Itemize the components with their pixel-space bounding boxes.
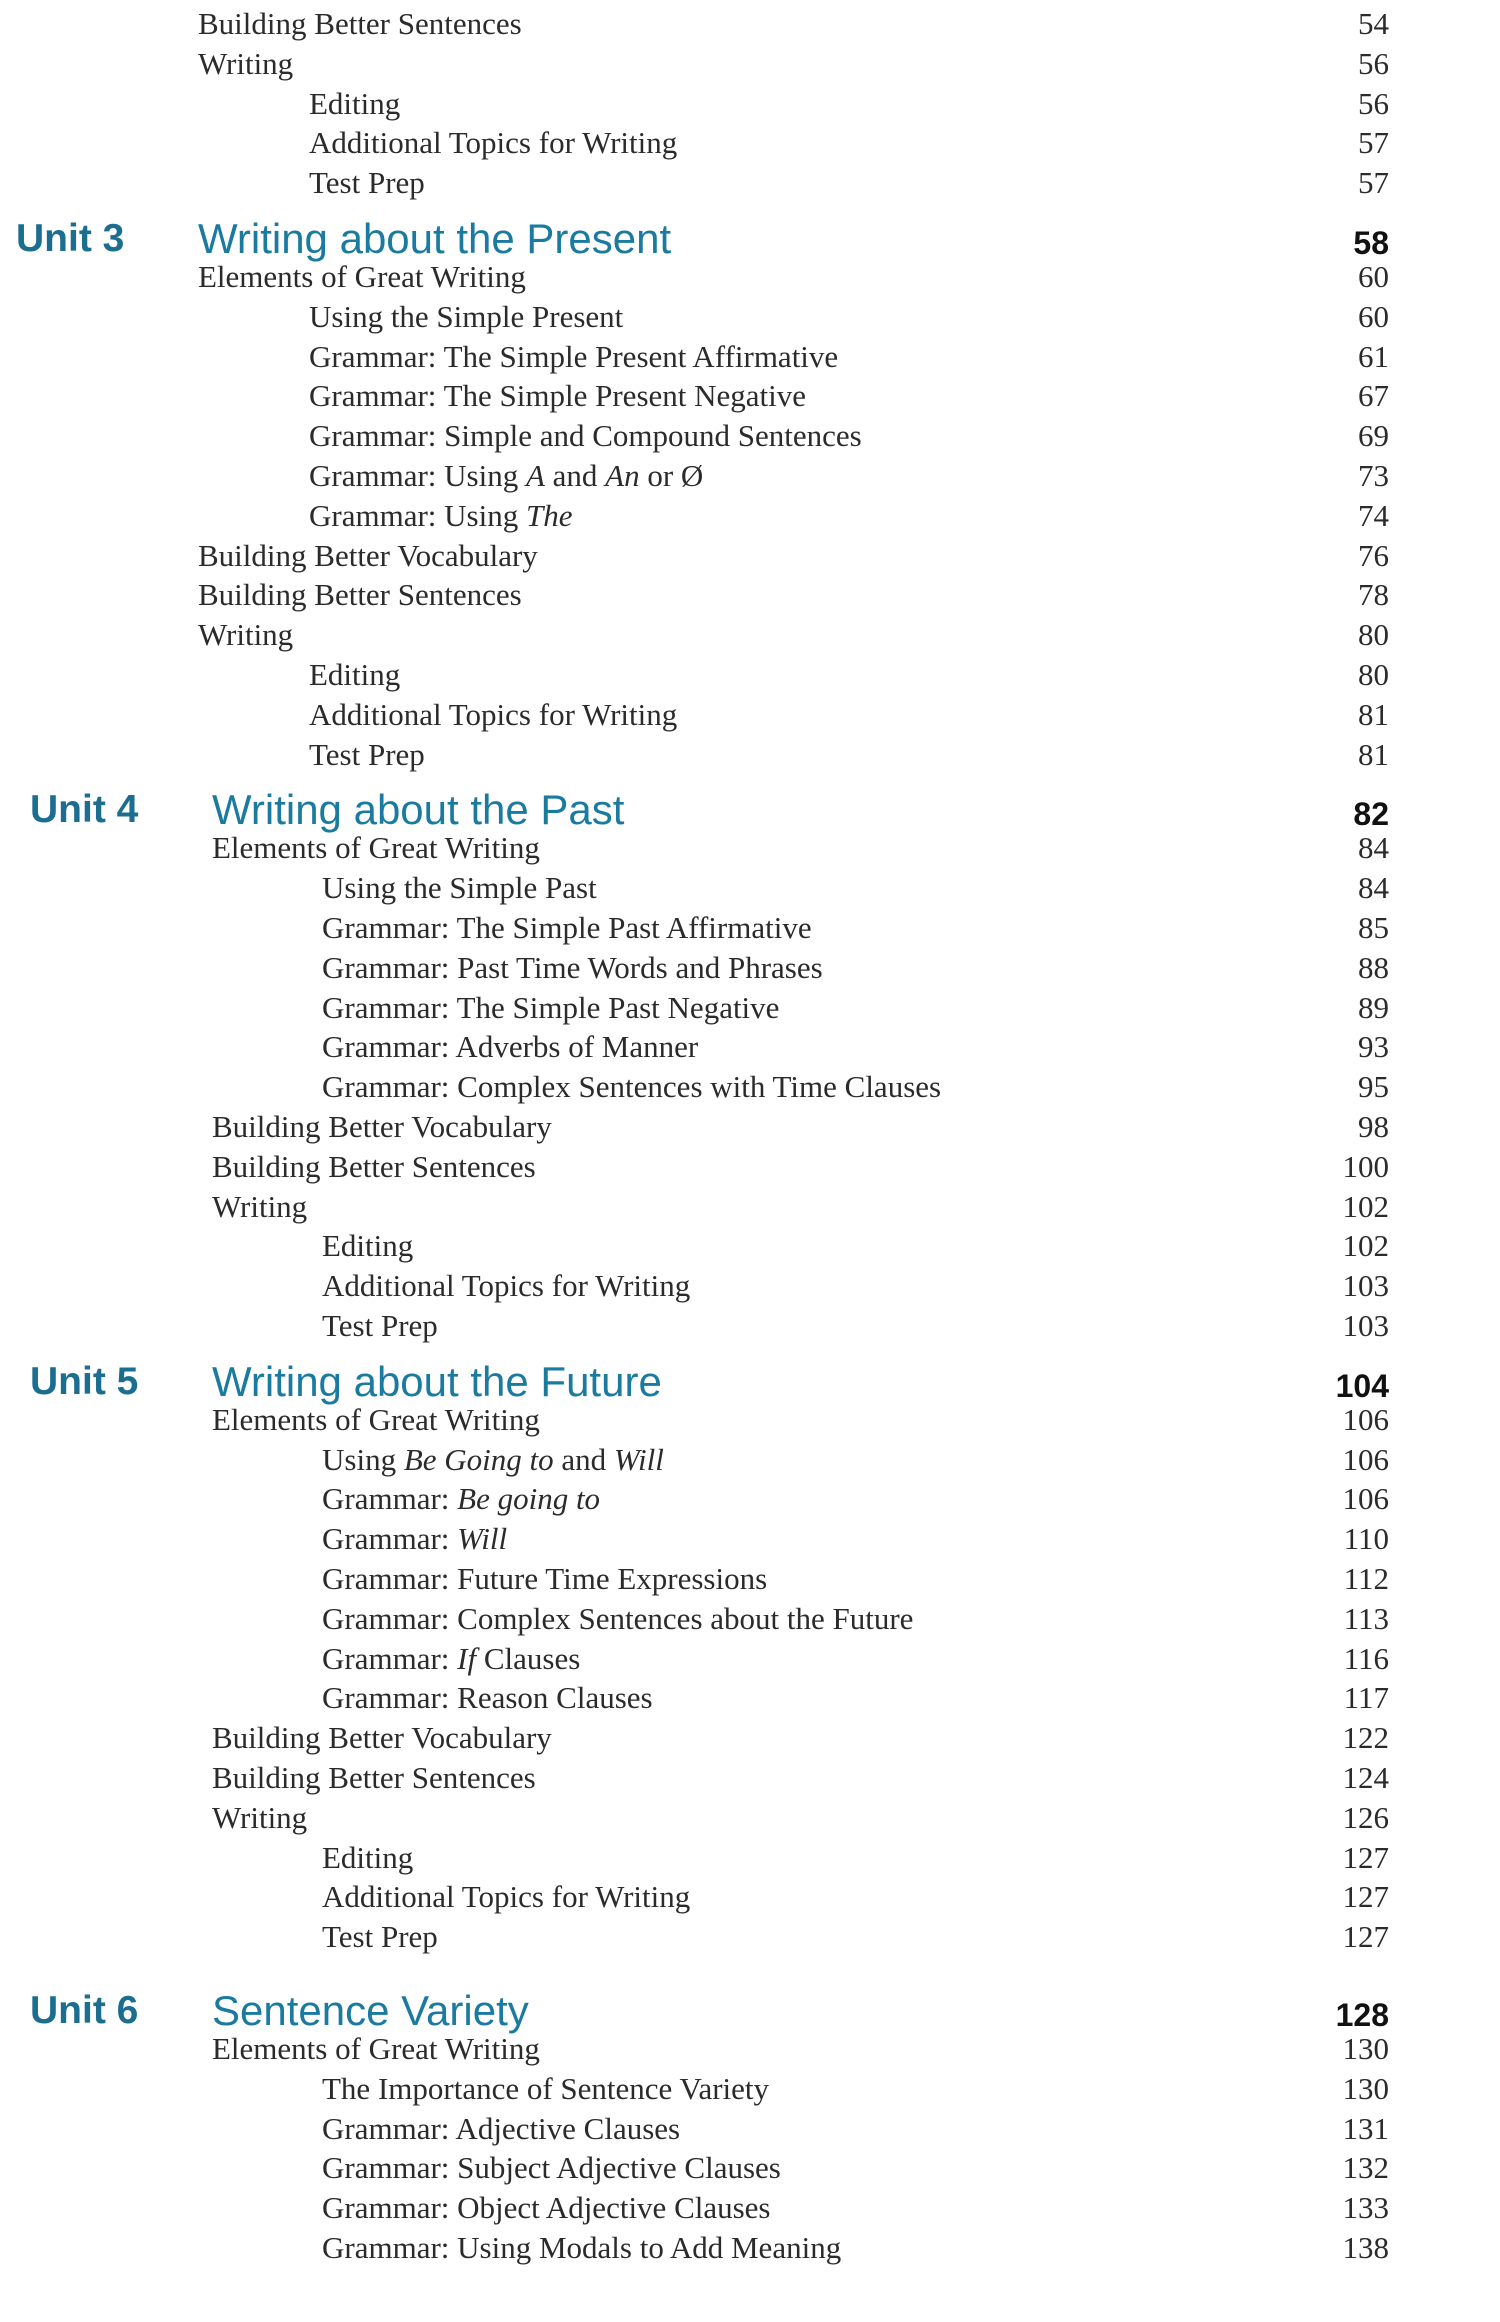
section-title[interactable]: Building Better Vocabulary (212, 1109, 552, 1144)
page-number: 122 (1342, 1720, 1389, 1756)
toc-entry (0, 1107, 1500, 1147)
page-number: 88 (1358, 949, 1389, 985)
unit-number: Unit 4 (30, 788, 139, 832)
section-title[interactable]: Writing (198, 45, 294, 81)
subsection-title[interactable]: Grammar: Subject Adjective Clauses (322, 2150, 781, 2186)
page-number: 127 (1342, 1839, 1389, 1875)
toc-entry (0, 948, 1500, 988)
toc-entry (0, 1678, 1500, 1718)
page-number: 67 (1358, 378, 1389, 414)
section-title[interactable]: Building Better Sentences (212, 1760, 536, 1795)
toc-entry (0, 1639, 1500, 1679)
subsection-title[interactable]: Grammar: Simple and Compound Sentences (309, 418, 862, 454)
page-number: 58 (1353, 225, 1389, 261)
page-number: 69 (1358, 418, 1389, 454)
page-number: 127 (1342, 1919, 1389, 1955)
page-number: 128 (1335, 1997, 1389, 2033)
subsection-title[interactable]: Test Prep (322, 1308, 438, 1343)
subsection-title[interactable]: Using Be Going to and Will (322, 1441, 664, 1477)
toc-entry (0, 44, 1500, 84)
toc-entry (0, 2188, 1500, 2228)
subsection-title[interactable]: Test Prep (322, 1919, 438, 1955)
subsection-title[interactable]: Additional Topics for Writing (322, 1879, 691, 1915)
subsection-title[interactable]: Editing (322, 1839, 414, 1875)
toc-entry (0, 735, 1500, 775)
page-number: 78 (1358, 577, 1389, 613)
subsection-title[interactable]: Grammar: The Simple Present Negative (309, 378, 807, 414)
subsection-title[interactable]: Additional Topics for Writing (309, 696, 678, 732)
section-title[interactable]: Building Better Vocabulary (212, 1720, 552, 1756)
subsection-title[interactable]: Editing (322, 1228, 414, 1264)
page-number: 106 (1342, 1401, 1389, 1437)
subsection-title[interactable]: Using the Simple Present (309, 298, 624, 334)
subsection-title[interactable]: Editing (309, 657, 401, 692)
toc-entry (0, 1147, 1500, 1187)
subsection-title[interactable]: Test Prep (309, 165, 425, 201)
toc-entry (0, 536, 1500, 576)
page-number: 132 (1342, 2150, 1389, 2186)
page-number: 102 (1342, 1228, 1389, 1264)
page-number: 84 (1358, 830, 1389, 866)
page-number: 117 (1343, 1680, 1389, 1716)
page-number: 112 (1343, 1561, 1389, 1596)
toc-entry (0, 163, 1500, 203)
unit-title[interactable]: Writing about the Past (212, 786, 625, 834)
subsection-title[interactable]: Grammar: Reason Clauses (322, 1680, 653, 1716)
subsection-title[interactable]: Grammar: Future Time Expressions (322, 1561, 768, 1596)
subsection-title[interactable]: Additional Topics for Writing (322, 1268, 691, 1304)
toc-entry (0, 655, 1500, 695)
toc-entry (0, 1718, 1500, 1758)
subsection-title[interactable]: Additional Topics for Writing (309, 125, 678, 161)
page-number: 110 (1343, 1521, 1389, 1557)
toc-entry (0, 575, 1500, 615)
page-number: 73 (1358, 458, 1389, 493)
subsection-title[interactable]: Grammar: Will (322, 1521, 508, 1557)
page-number: 56 (1358, 45, 1389, 81)
unit-number: Unit 6 (30, 1989, 139, 2032)
subsection-title[interactable]: Grammar: Past Time Words and Phrases (322, 949, 823, 985)
toc-entry (0, 1758, 1500, 1798)
toc-entry (0, 1400, 1500, 1440)
page-number: 57 (1358, 165, 1389, 201)
page-number: 82 (1353, 796, 1389, 833)
toc-entry (0, 416, 1500, 456)
toc-entry (0, 1798, 1500, 1838)
subsection-title[interactable]: Grammar: Using Modals to Add Meaning (322, 2230, 842, 2265)
page-number: 76 (1358, 537, 1389, 573)
subsection-title[interactable]: Grammar: Adverbs of Manner (322, 1029, 699, 1065)
page-number: 98 (1358, 1109, 1389, 1144)
page-number: 133 (1342, 2190, 1389, 2226)
toc-entry (0, 2148, 1500, 2188)
subsection-title[interactable]: Grammar: Object Adjective Clauses (322, 2190, 771, 2226)
section-title[interactable]: Elements of Great Writing (212, 2031, 540, 2066)
toc-entry (0, 1266, 1500, 1306)
toc-entry (0, 615, 1500, 655)
toc-entry (0, 257, 1500, 297)
subsection-title[interactable]: Test Prep (309, 736, 425, 772)
page-number: 56 (1358, 85, 1389, 121)
section-title[interactable]: Writing (198, 617, 294, 653)
subsection-title[interactable]: Grammar: The Simple Present Affirmative (309, 338, 839, 374)
section-title[interactable]: Elements of Great Writing (212, 1401, 540, 1437)
toc-entry (0, 2029, 1500, 2069)
toc-entry (0, 695, 1500, 735)
unit-title[interactable]: Sentence Variety (212, 1987, 529, 2034)
subsection-title[interactable]: Editing (309, 85, 401, 121)
subsection-title[interactable]: Grammar: Complex Sentences about the Future (322, 1600, 914, 1636)
section-title[interactable]: Building Better Vocabulary (198, 537, 538, 573)
toc-entry (0, 2109, 1500, 2149)
page-number: 102 (1342, 1188, 1389, 1224)
toc-entry (0, 1306, 1500, 1346)
page-number: 100 (1342, 1148, 1389, 1184)
toc-entry (0, 1226, 1500, 1266)
toc-entry (0, 1917, 1500, 1957)
toc-entry (0, 868, 1500, 908)
section-title[interactable]: Elements of Great Writing (212, 830, 540, 866)
page-number: 126 (1342, 1799, 1389, 1835)
toc-entry (0, 908, 1500, 948)
page-number: 81 (1358, 736, 1389, 772)
section-title[interactable]: Elements of Great Writing (198, 259, 526, 294)
toc-entry (0, 2228, 1500, 2268)
page-number: 124 (1342, 1760, 1389, 1795)
page-number: 116 (1343, 1640, 1389, 1676)
subsection-title[interactable]: Grammar: Be going to (322, 1481, 601, 1517)
page-number: 60 (1358, 259, 1389, 294)
page-number: 74 (1358, 497, 1389, 533)
toc-entry (0, 1559, 1500, 1599)
page-number: 61 (1358, 338, 1389, 374)
toc-entry (0, 1067, 1500, 1107)
unit-number: Unit 5 (30, 1359, 139, 1403)
subsection-title[interactable]: Grammar: The Simple Past Negative (322, 989, 780, 1025)
section-title[interactable]: Building Better Sentences (198, 577, 522, 613)
page-number: 80 (1358, 617, 1389, 653)
page-number: 89 (1358, 989, 1389, 1025)
subsection-title[interactable]: Grammar: The Simple Past Affirmative (322, 910, 812, 945)
toc-entry (0, 988, 1500, 1028)
subsection-title[interactable]: Grammar: Complex Sentences with Time Clauses (322, 1069, 942, 1105)
toc-entry (0, 376, 1500, 416)
toc-entry (0, 297, 1500, 337)
subsection-title[interactable]: Grammar: If Clauses (322, 1640, 581, 1676)
page-number: 138 (1342, 2230, 1389, 2265)
page-number: 80 (1358, 657, 1389, 692)
page-number: 54 (1358, 6, 1389, 41)
section-title[interactable]: Building Better Sentences (198, 6, 522, 41)
subsection-title[interactable]: Grammar: Adjective Clauses (322, 2110, 681, 2146)
page-number: 106 (1342, 1481, 1389, 1517)
page-number: 57 (1358, 125, 1389, 161)
toc-entry (0, 4, 1500, 44)
toc-entry (0, 1838, 1500, 1878)
toc-entry (0, 2069, 1500, 2109)
page-number: 60 (1358, 298, 1389, 334)
toc-entry (0, 1599, 1500, 1639)
page-number: 95 (1358, 1069, 1389, 1105)
toc-entry (0, 456, 1500, 496)
unit-number: Unit 3 (16, 217, 125, 260)
subsection-title[interactable]: Using the Simple Past (322, 870, 597, 906)
section-title[interactable]: Writing (212, 1799, 308, 1835)
toc-entry (0, 84, 1500, 124)
subsection-title[interactable]: Grammar: Using The (309, 497, 573, 533)
page-number: 85 (1358, 910, 1389, 945)
page-number: 103 (1342, 1268, 1389, 1304)
toc-entry (0, 337, 1500, 377)
toc-entry (0, 1440, 1500, 1480)
toc-entry (0, 1519, 1500, 1559)
page-number: 130 (1342, 2031, 1389, 2066)
toc-entry (0, 828, 1500, 868)
page-number: 113 (1343, 1600, 1389, 1636)
unit-title[interactable]: Writing about the Present (198, 215, 672, 262)
section-title[interactable]: Building Better Sentences (212, 1148, 536, 1184)
subsection-title[interactable]: The Importance of Sentence Variety (322, 2070, 770, 2106)
page-number: 103 (1342, 1308, 1389, 1343)
toc-entry (0, 1479, 1500, 1519)
toc-entry (0, 1187, 1500, 1227)
toc-entry (0, 1027, 1500, 1067)
section-title[interactable]: Writing (212, 1188, 308, 1224)
toc-entry (0, 123, 1500, 163)
page-number: 93 (1358, 1029, 1389, 1065)
page-number: 127 (1342, 1879, 1389, 1915)
page-number: 131 (1342, 2110, 1389, 2146)
page-number: 84 (1358, 870, 1389, 906)
toc-entry (0, 496, 1500, 536)
page-number: 104 (1335, 1367, 1389, 1404)
unit-title[interactable]: Writing about the Future (212, 1357, 662, 1405)
toc-entry (0, 1877, 1500, 1917)
page-number: 130 (1342, 2070, 1389, 2106)
page-number: 106 (1342, 1441, 1389, 1477)
page-number: 81 (1358, 696, 1389, 732)
subsection-title[interactable]: Grammar: Using A and An or Ø (309, 458, 704, 493)
